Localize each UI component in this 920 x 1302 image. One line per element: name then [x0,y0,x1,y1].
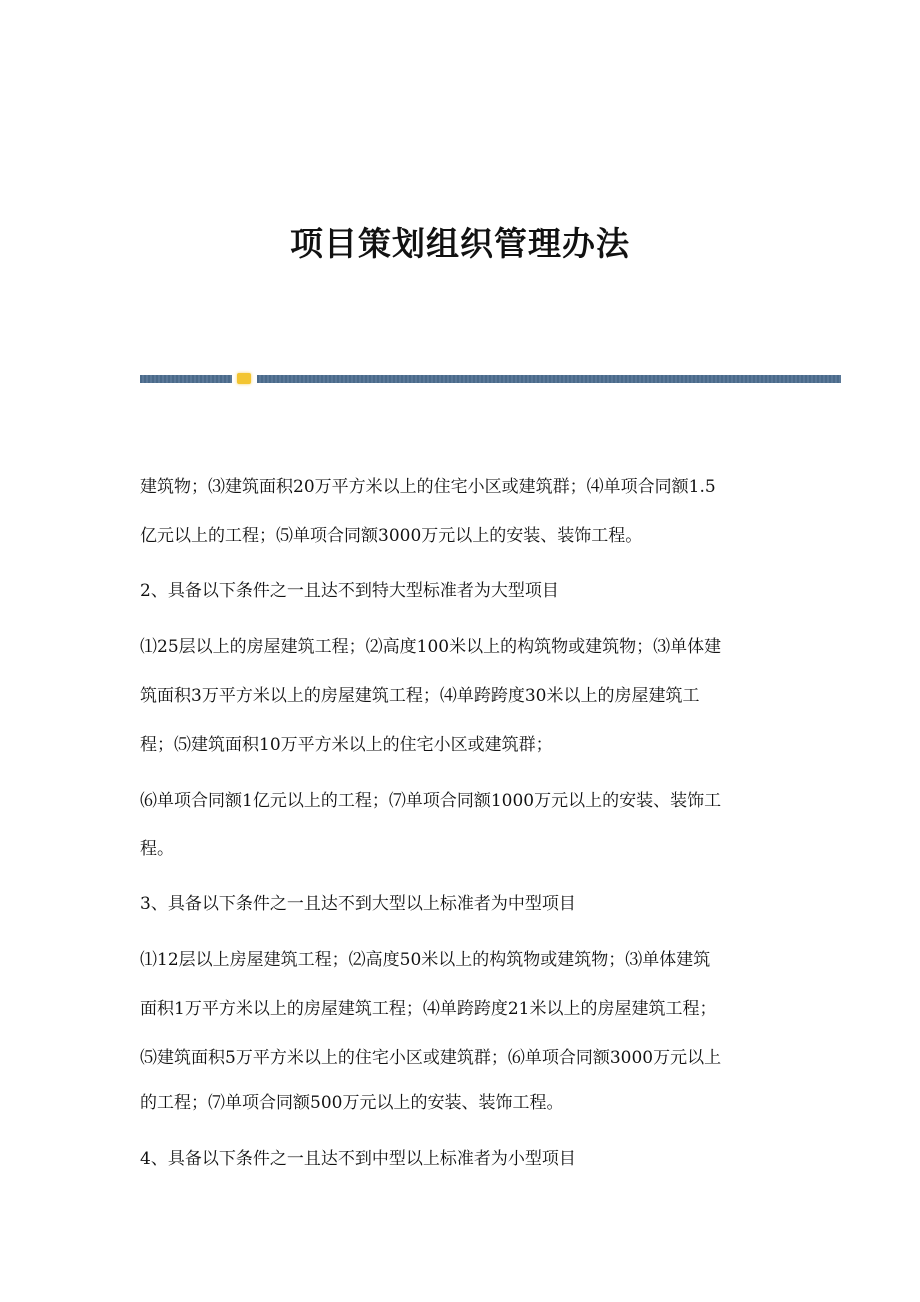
body-line: ⑴25层以上的房屋建筑工程；⑵高度100米以上的构筑物或建筑物；⑶单体建 [140,637,722,657]
body-line: 建筑物；⑶建筑面积20万平方米以上的住宅小区或建筑群；⑷单项合同额1.5 [140,477,716,497]
body-line: 筑面积3万平方米以上的房屋建筑工程；⑷单跨跨度30米以上的房屋建筑工 [140,686,700,706]
body-line: ⑴12层以上房屋建筑工程；⑵高度50米以上的构筑物或建筑物；⑶单体建筑 [140,950,711,970]
section-heading: 3、具备以下条件之一且达不到大型以上标准者为中型项目 [140,894,576,914]
envelope-icon [237,373,251,384]
body-line: 的工程；⑺单项合同额500万元以上的安装、装饰工程。 [140,1093,564,1113]
divider-right [257,375,841,383]
document-title: 项目策划组织管理办法 [290,224,630,263]
body-line: 亿元以上的工程；⑸单项合同额3000万元以上的安装、装饰工程。 [140,526,643,546]
body-line: ⑸建筑面积5万平方米以上的住宅小区或建筑群；⑹单项合同额3000万元以上 [140,1048,722,1068]
body-line: 程；⑸建筑面积10万平方米以上的住宅小区或建筑群； [140,735,553,755]
section-heading: 4、具备以下条件之一且达不到中型以上标准者为小型项目 [140,1149,576,1169]
body-line: ⑹单项合同额1亿元以上的工程；⑺单项合同额1000万元以上的安装、装饰工 [140,791,722,811]
divider-left [140,375,232,383]
body-line: 面积1万平方米以上的房屋建筑工程；⑷单跨跨度21米以上的房屋建筑工程； [140,999,717,1019]
section-heading: 2、具备以下条件之一且达不到特大型标准者为大型项目 [140,581,559,601]
body-line: 程。 [140,839,174,859]
